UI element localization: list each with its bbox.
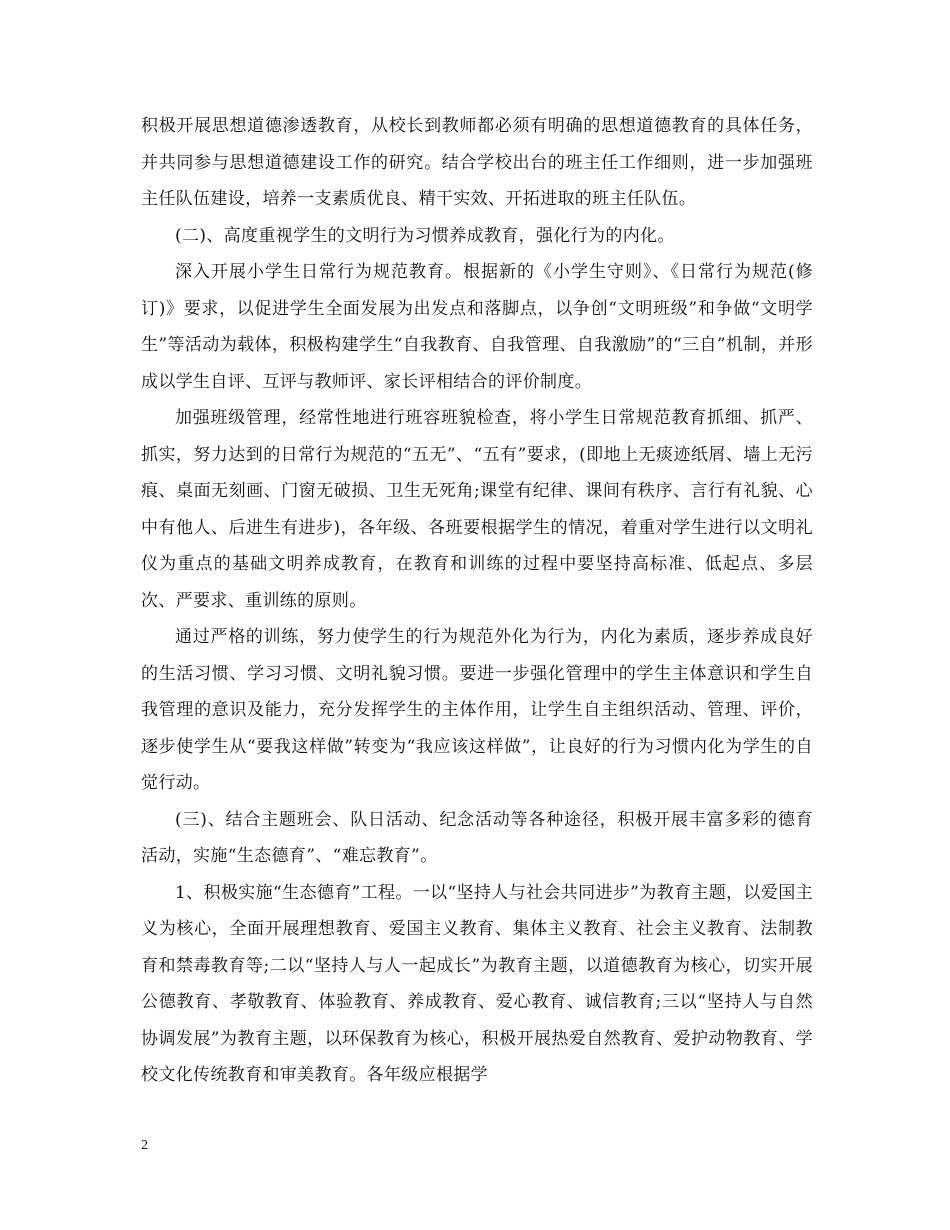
- paragraph-3: 深入开展小学生日常行为规范教育。根据新的《小学生守则》、《日常行为规范(修订)》要求，以促进学生全面发展为出发点和落脚点，以争创“文明班级”和争做“文明学生”等活动为载体，积极构建学生“自我教育、自我管理、自我激励”的“三自”机制，并形成以学生自评、互评与教师评、家长评相结合的评价制度。: [141, 262, 813, 392]
- document-body: [141, 108, 813, 1094]
- paragraph-1: 积极开展思想道德渗透教育，从校长到教师都必须有明确的思想道德教育的具体任务，并共同参与思想道德建设工作的研究。结合学校出台的班主任工作细则，进一步加强班主任队伍建设，培养一支素质优良、精干实效、开拓进取的班主任队伍。: [141, 116, 813, 209]
- paragraph-4: 加强班级管理，经常性地进行班容班貌检查，将小学生日常规范教育抓细、抓严、抓实，努力达到的日常行为规范的“五无”、“五有”要求，(即地上无痰迹纸屑、墙上无污痕、桌面无刻画、门窗无破损、卫生无死角;课堂有纪律、课间有秩序、言行有礼貌、心中有他人、后进生有进步)，各年级、各班要根据学生的情况，着重对学生进行以文明礼仪为重点的基础文明养成教育，在教育和训练的过程中要坚持高标准、低起点、多层次、严要求、重训练的原则。: [141, 408, 813, 611]
- paragraph-6: (三)、结合主题班会、队日活动、纪念活动等各种途径，积极开展丰富多彩的德育活动，实施“生态德育”、“难忘教育”。: [141, 809, 813, 866]
- page-number: 2: [141, 1138, 148, 1153]
- paragraph-5: 通过严格的训练，努力使学生的行为规范外化为行为，内化为素质，逐步养成良好的生活习惯、学习习惯、文明礼貌习惯。要进一步强化管理中的学生主体意识和学生自我管理的意识及能力，充分发挥学生的主体作用，让学生自主组织活动、管理、评价，逐步使学生从“要我这样做”转变为“我应该这样做”，让良好的行为习惯内化为学生的自觉行动。: [141, 627, 813, 793]
- paragraph-7: 1、积极实施“生态德育”工程。一以“坚持人与社会共同进步”为教育主题，以爱国主义为核心，全面开展理想教育、爱国主义教育、集体主义教育、社会主义教育、法制教育和禁毒教育等;二以“坚持人与人一起成长”为教育主题，以道德教育为核心，切实开展公德教育、孝敬教育、体验教育、养成教育、爱心教育、诚信教育;三以“坚持人与自然协调发展”为教育主题，以环保教育为核心，积极开展热爱自然教育、爱护动物教育、学校文化传统教育和审美教育。各年级应根据学: [141, 882, 813, 1085]
- paragraph-2: (二)、高度重视学生的文明行为习惯养成教育，强化行为的内化。: [175, 225, 675, 246]
